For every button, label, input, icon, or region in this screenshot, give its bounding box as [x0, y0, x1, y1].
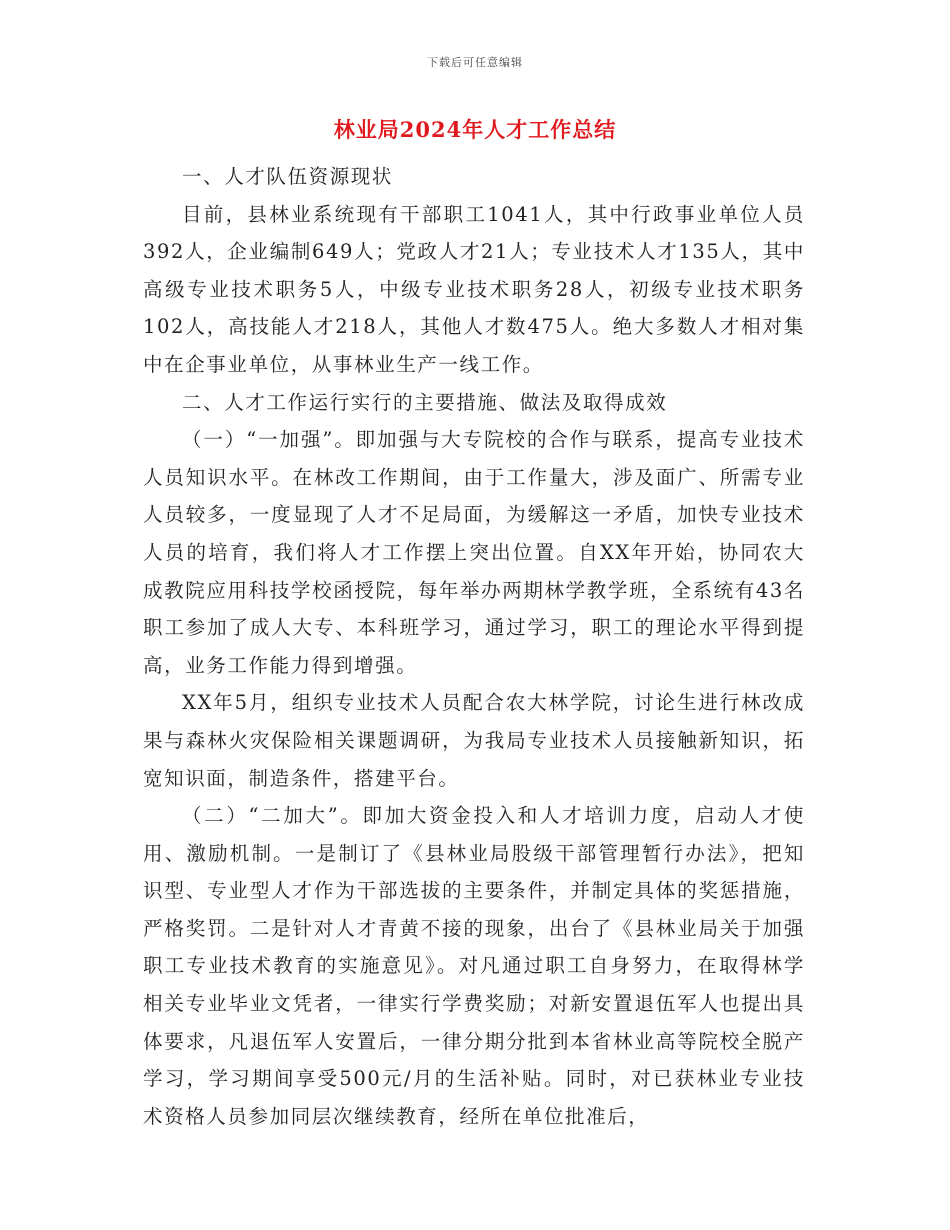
- section-heading-1: 一、人才队伍资源现状: [182, 165, 394, 188]
- document-title: 林业局2024年人才工作总结: [333, 117, 617, 142]
- paragraph-staff-status: 目前，县林业系统现有干部职工1041人，其中行政事业单位人员392人，企业编制649人；党政人才21人；专业技术人才135人，其中高级专业技术职务5人，中级专业技术职务28人，初级专业技术职务102人，高技能人才218人，其他人才数475人。绝大多数人才相对集中在企事业单位，从事林业生产一线工作。: [143, 202, 805, 376]
- paragraph-increase: （二）“二加大”。即加大资金投入和人才培训力度，启动人才使用、激励机制。一是制订了《县林业局股级干部管理暂行办法》，把知识型、专业型人才作为干部选拔的主要条件，并制定具体的奖惩措施，严格奖罚。二是针对人才青黄不接的现象，出台了《县林业局关于加强职工专业技术教育的实施意见》。对凡通过职工自身努力，在取得林学相关专业毕业文凭者，一律实行学费奖励；对新安置退伍军人也提出具体要求，凡退伍军人安置后，一律分期分批到本省林业高等院校全脱产学习，学习期间享受500元/月的生活补贴。同时，对已获林业专业技术资格人员参加同层次继续教育，经所在单位批准后，: [143, 804, 805, 1128]
- paragraph-strengthen: （一）“一加强”。即加强与大专院校的合作与联系，提高专业技术人员知识水平。在林改工作期间，由于工作量大，涉及面广、所需专业人员较多，一度显现了人才不足局面，为缓解这一矛盾，加快专业技术人员的培育，我们将人才工作摆上突出位置。自XX年开始，协同农大成教院应用科技学校函授院，每年举办两期林学教学班，全系统有43名职工参加了成人大专、本科班学习，通过学习，职工的理论水平得到提高，业务工作能力得到增强。: [143, 428, 805, 677]
- page-header-note: 下载后可任意编辑: [427, 56, 523, 69]
- paragraph-research: XX年5月，组织专业技术人员配合农大林学院，讨论生进行林改成果与森林火灾保险相关课题调研，为我局专业技术人员接触新知识，拓宽知识面，制造条件，搭建平台。: [143, 691, 805, 790]
- section-heading-2: 二、人才工作运行实行的主要措施、做法及取得成效: [182, 390, 668, 414]
- document-body: [143, 158, 805, 1135]
